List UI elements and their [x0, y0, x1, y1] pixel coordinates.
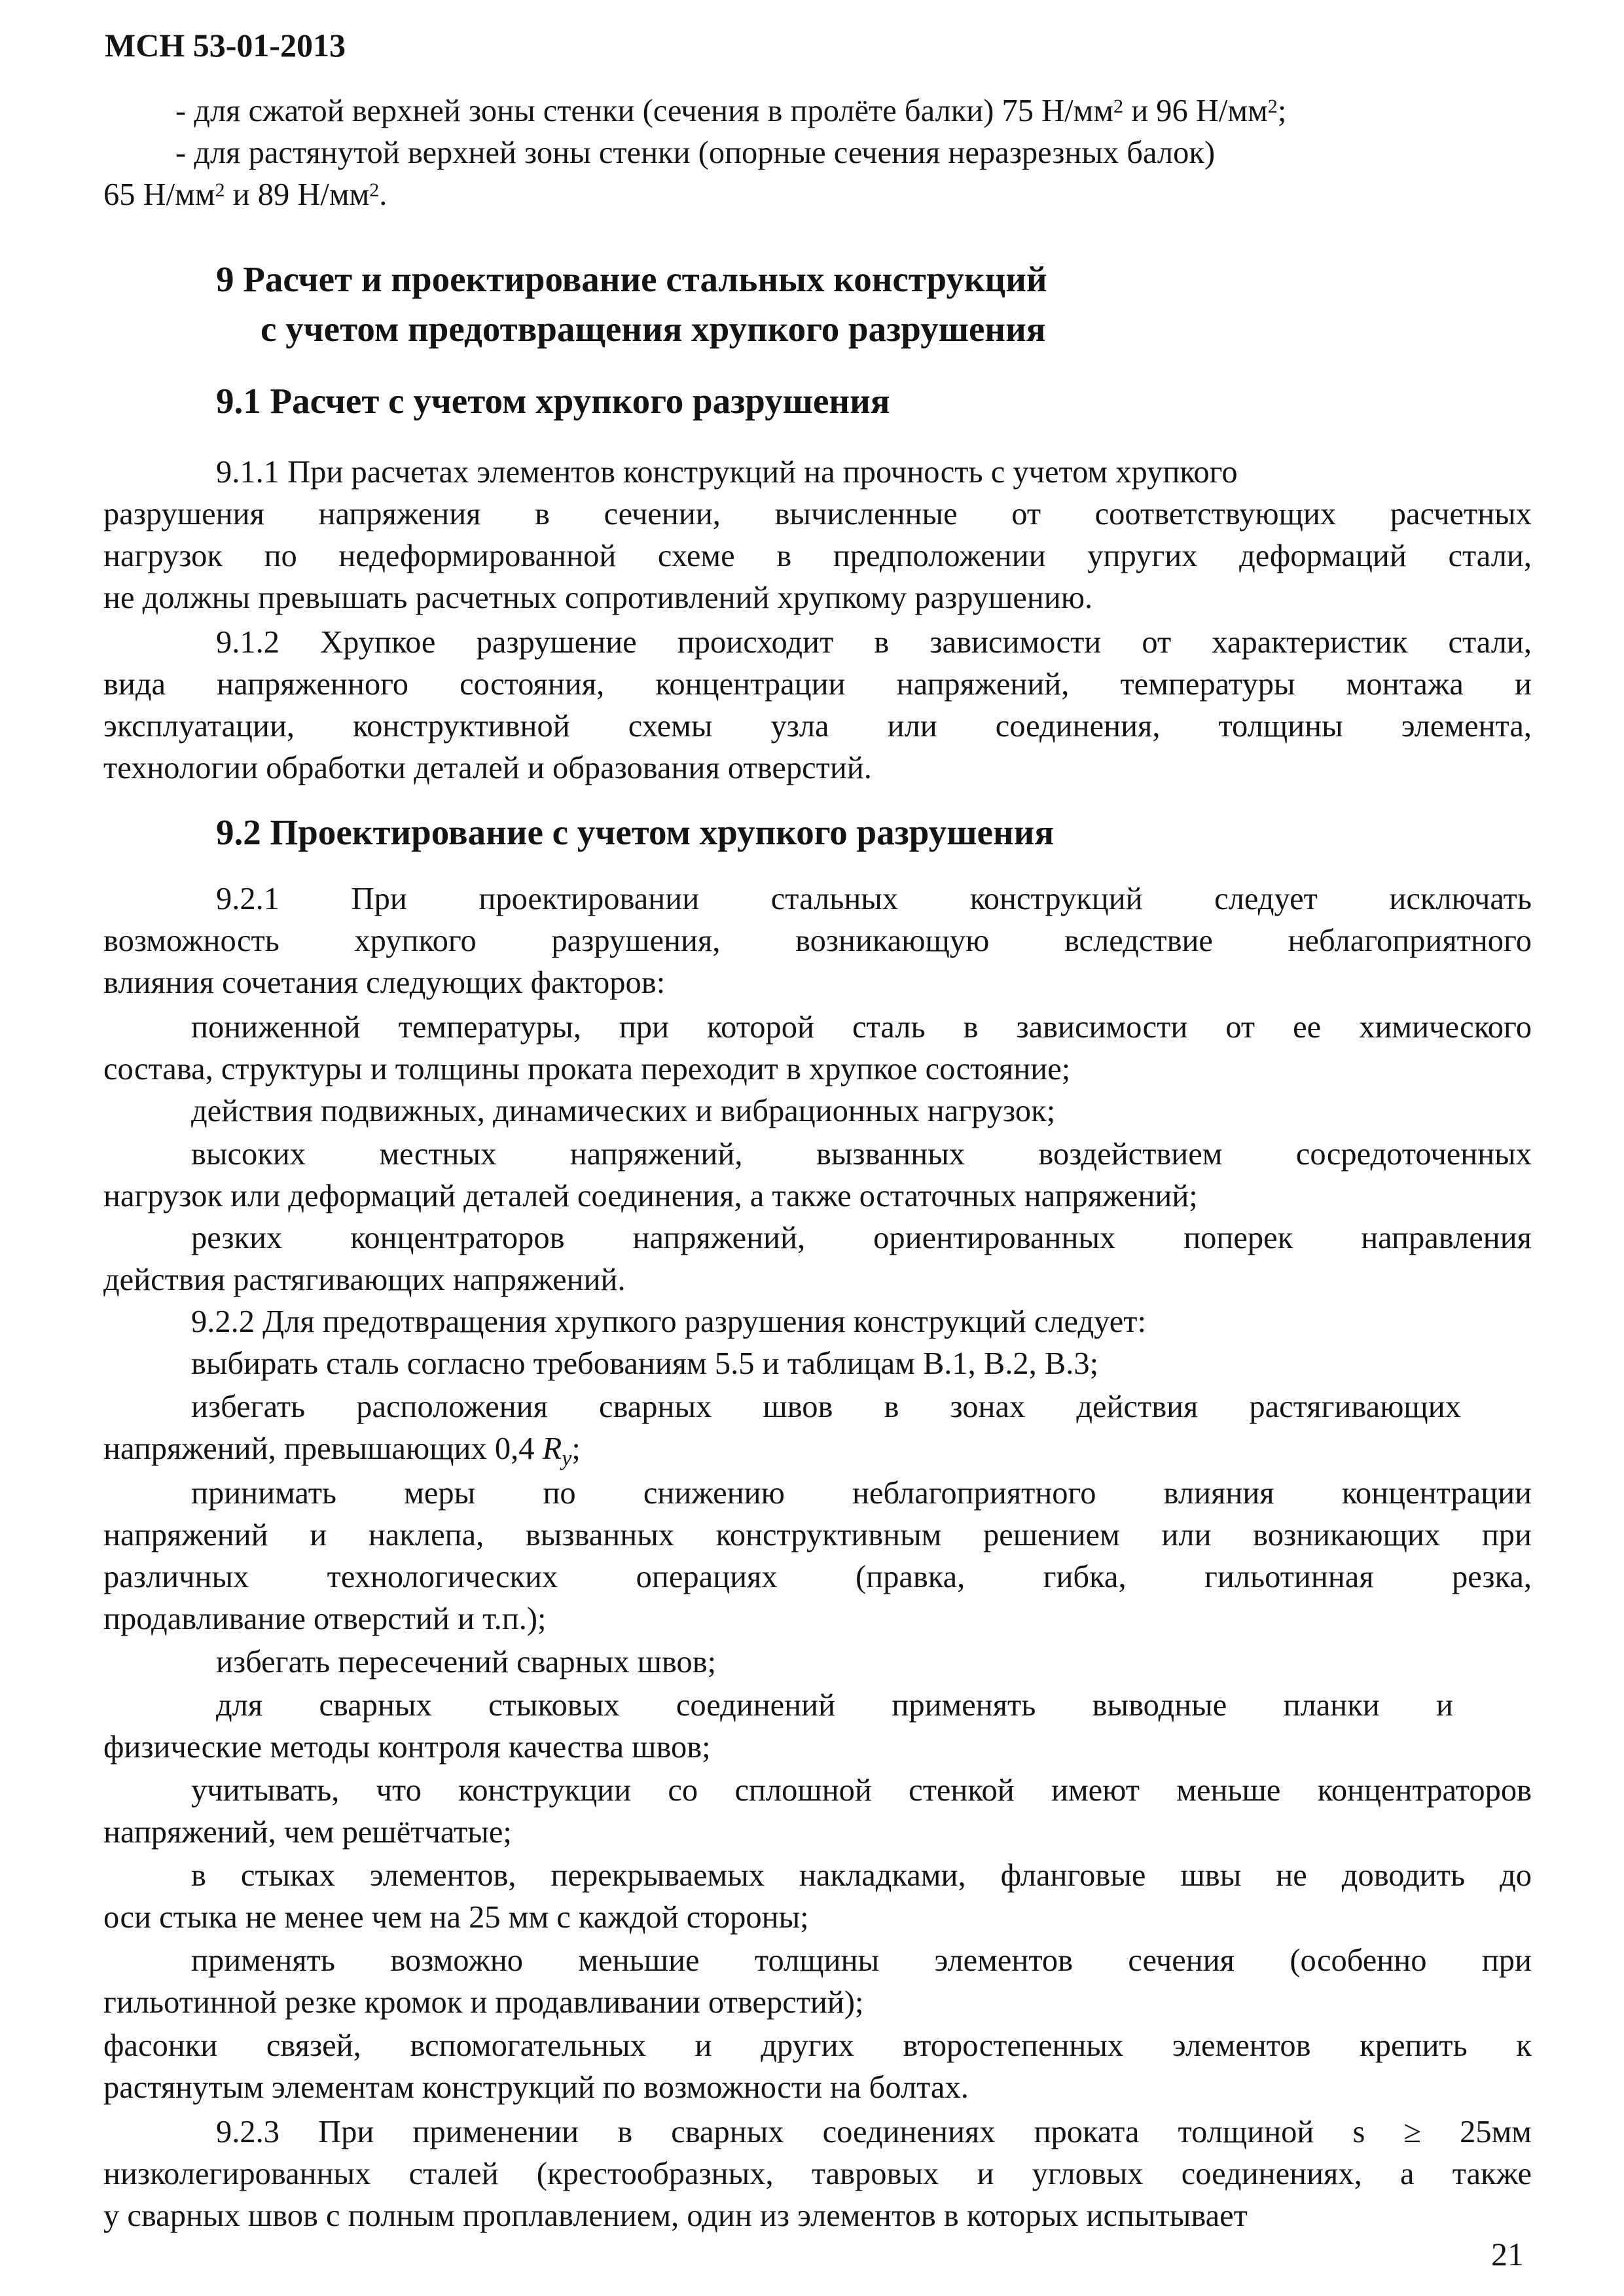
paragraph-line: у сварных швов с полным проплавлением, один из элементов в которых испытывает	[103, 2198, 1248, 2233]
list-line: гильотинной резке кромок и продавливании отверстий);	[103, 1985, 864, 2020]
paragraph-line: 9.2.3 При применении в сварных соединениях проката толщиной s ≥ 25мм	[216, 2115, 1532, 2149]
list-line: продавливание отверстий и т.п.);	[103, 1602, 547, 1636]
list-line: фасонки связей, вспомогательных и других второстепенных элементов крепить к	[103, 2028, 1532, 2063]
paragraph-line: эксплуатации, конструктивной схемы узла или соединения, толщины элемента,	[103, 709, 1532, 744]
paragraph-line: низколегированных сталей (крестообразных, тавровых и угловых соединениях, а также	[103, 2157, 1532, 2191]
paragraph-line: 9.1.2 Хрупкое разрушение происходит в зависимости от характеристик стали,	[216, 625, 1532, 660]
paragraph-line: 9.2.2 Для предотвращения хрупкого разрушения конструкций следует:	[191, 1304, 1146, 1339]
list-line: различных технологических операциях (правка, гибка, гильотинная резка,	[103, 1560, 1532, 1594]
intro-line: - для сжатой верхней зоны стенки (сечения в пролёте балки) 75 $Н/мм^2$ и 96 $Н/мм^2$;	[175, 94, 1287, 128]
paragraph-line: 9.2.1 При проектировании стальных конструкций следует исключать	[216, 882, 1532, 916]
list-line: состава, структуры и толщины проката переходит в хрупкое состояние;	[103, 1052, 1071, 1086]
paragraph-line: разрушения напряжения в сечении, вычисленные от соответствующих расчетных	[103, 497, 1532, 531]
page-number: 21	[1491, 2236, 1524, 2272]
paragraph-line: 9.1.1 При расчетах элементов конструкций на прочность с учетом хрупкого	[216, 455, 1238, 490]
list-line: напряжений и наклепа, вызванных конструктивным решением или возникающих при	[103, 1518, 1532, 1552]
list-line: в стыках элементов, перекрываемых накладками, фланговые швы не доводить до	[191, 1858, 1532, 1893]
list-line: растянутым элементам конструкций по возможности на болтах.	[103, 2070, 969, 2105]
paragraph-line: возможность хрупкого разрушения, возникающую вследствие неблагоприятного	[103, 924, 1532, 958]
intro-line: - для растянутой верхней зоны стенки (опорные сечения неразрезных балок)	[175, 135, 1216, 170]
intro-line: 65 $Н/мм^2$ и 89 $Н/мм^2$.	[103, 177, 388, 212]
list-line: выбирать сталь согласно требованиям 5.5 и таблицам В.1, В.2, В.3;	[191, 1346, 1099, 1381]
list-line: применять возможно меньшие толщины элементов сечения (особенно при	[191, 1943, 1532, 1978]
subsection-heading: 9.2 Проектирование с учетом хрупкого разрушения	[216, 812, 1055, 852]
section-heading: 9 Расчет и проектирование стальных конструкций	[216, 259, 1047, 299]
list-line: принимать меры по снижению неблагоприятного влияния концентрации	[191, 1476, 1532, 1511]
list-line: пониженной температуры, при которой сталь в зависимости от ее химического	[191, 1010, 1532, 1045]
list-line: избегать пересечений сварных швов;	[216, 1645, 717, 1679]
list-line: действия подвижных, динамических и вибрационных нагрузок;	[191, 1094, 1056, 1128]
list-line: высоких местных напряжений, вызванных воздействием сосредоточенных	[191, 1137, 1532, 1172]
list-line: действия растягивающих напряжений.	[103, 1263, 626, 1297]
list-line: нагрузок или деформаций деталей соединения, а также остаточных напряжений;	[103, 1179, 1198, 1213]
paragraph-line: не должны превышать расчетных сопротивлений хрупкому разрушению.	[103, 581, 1093, 615]
document-code-header: МСН 53-01-2013	[105, 27, 346, 63]
list-line: напряжений, превышающих 0,4 $R_y$;	[103, 1431, 581, 1471]
list-line: оси стыка не менее чем на 25 мм с каждой стороны;	[103, 1900, 809, 1935]
section-heading: с учетом предотвращения хрупкого разрушения	[261, 309, 1046, 349]
list-line: физические методы контроля качества швов;	[103, 1730, 711, 1765]
list-line: учитывать, что конструкции со сплошной стенкой имеют меньше концентраторов	[191, 1773, 1532, 1808]
paragraph-line: влияния сочетания следующих факторов:	[103, 965, 666, 1000]
paragraph-line: технологии обработки деталей и образования отверстий.	[103, 751, 872, 785]
paragraph-line: нагрузок по недеформированной схеме в предположении упругих деформаций стали,	[103, 539, 1532, 573]
list-line: избегать расположения сварных швов в зонах действия растягивающих	[191, 1390, 1461, 1424]
list-line: напряжений, чем решётчатые;	[103, 1815, 512, 1850]
subsection-heading: 9.1 Расчет с учетом хрупкого разрушения	[216, 381, 890, 421]
list-line: резких концентраторов напряжений, ориентированных поперек направления	[191, 1221, 1532, 1255]
paragraph-line: вида напряженного состояния, концентрации напряжений, температуры монтажа и	[103, 667, 1532, 702]
list-line: для сварных стыковых соединений применять выводные планки и	[216, 1688, 1453, 1723]
